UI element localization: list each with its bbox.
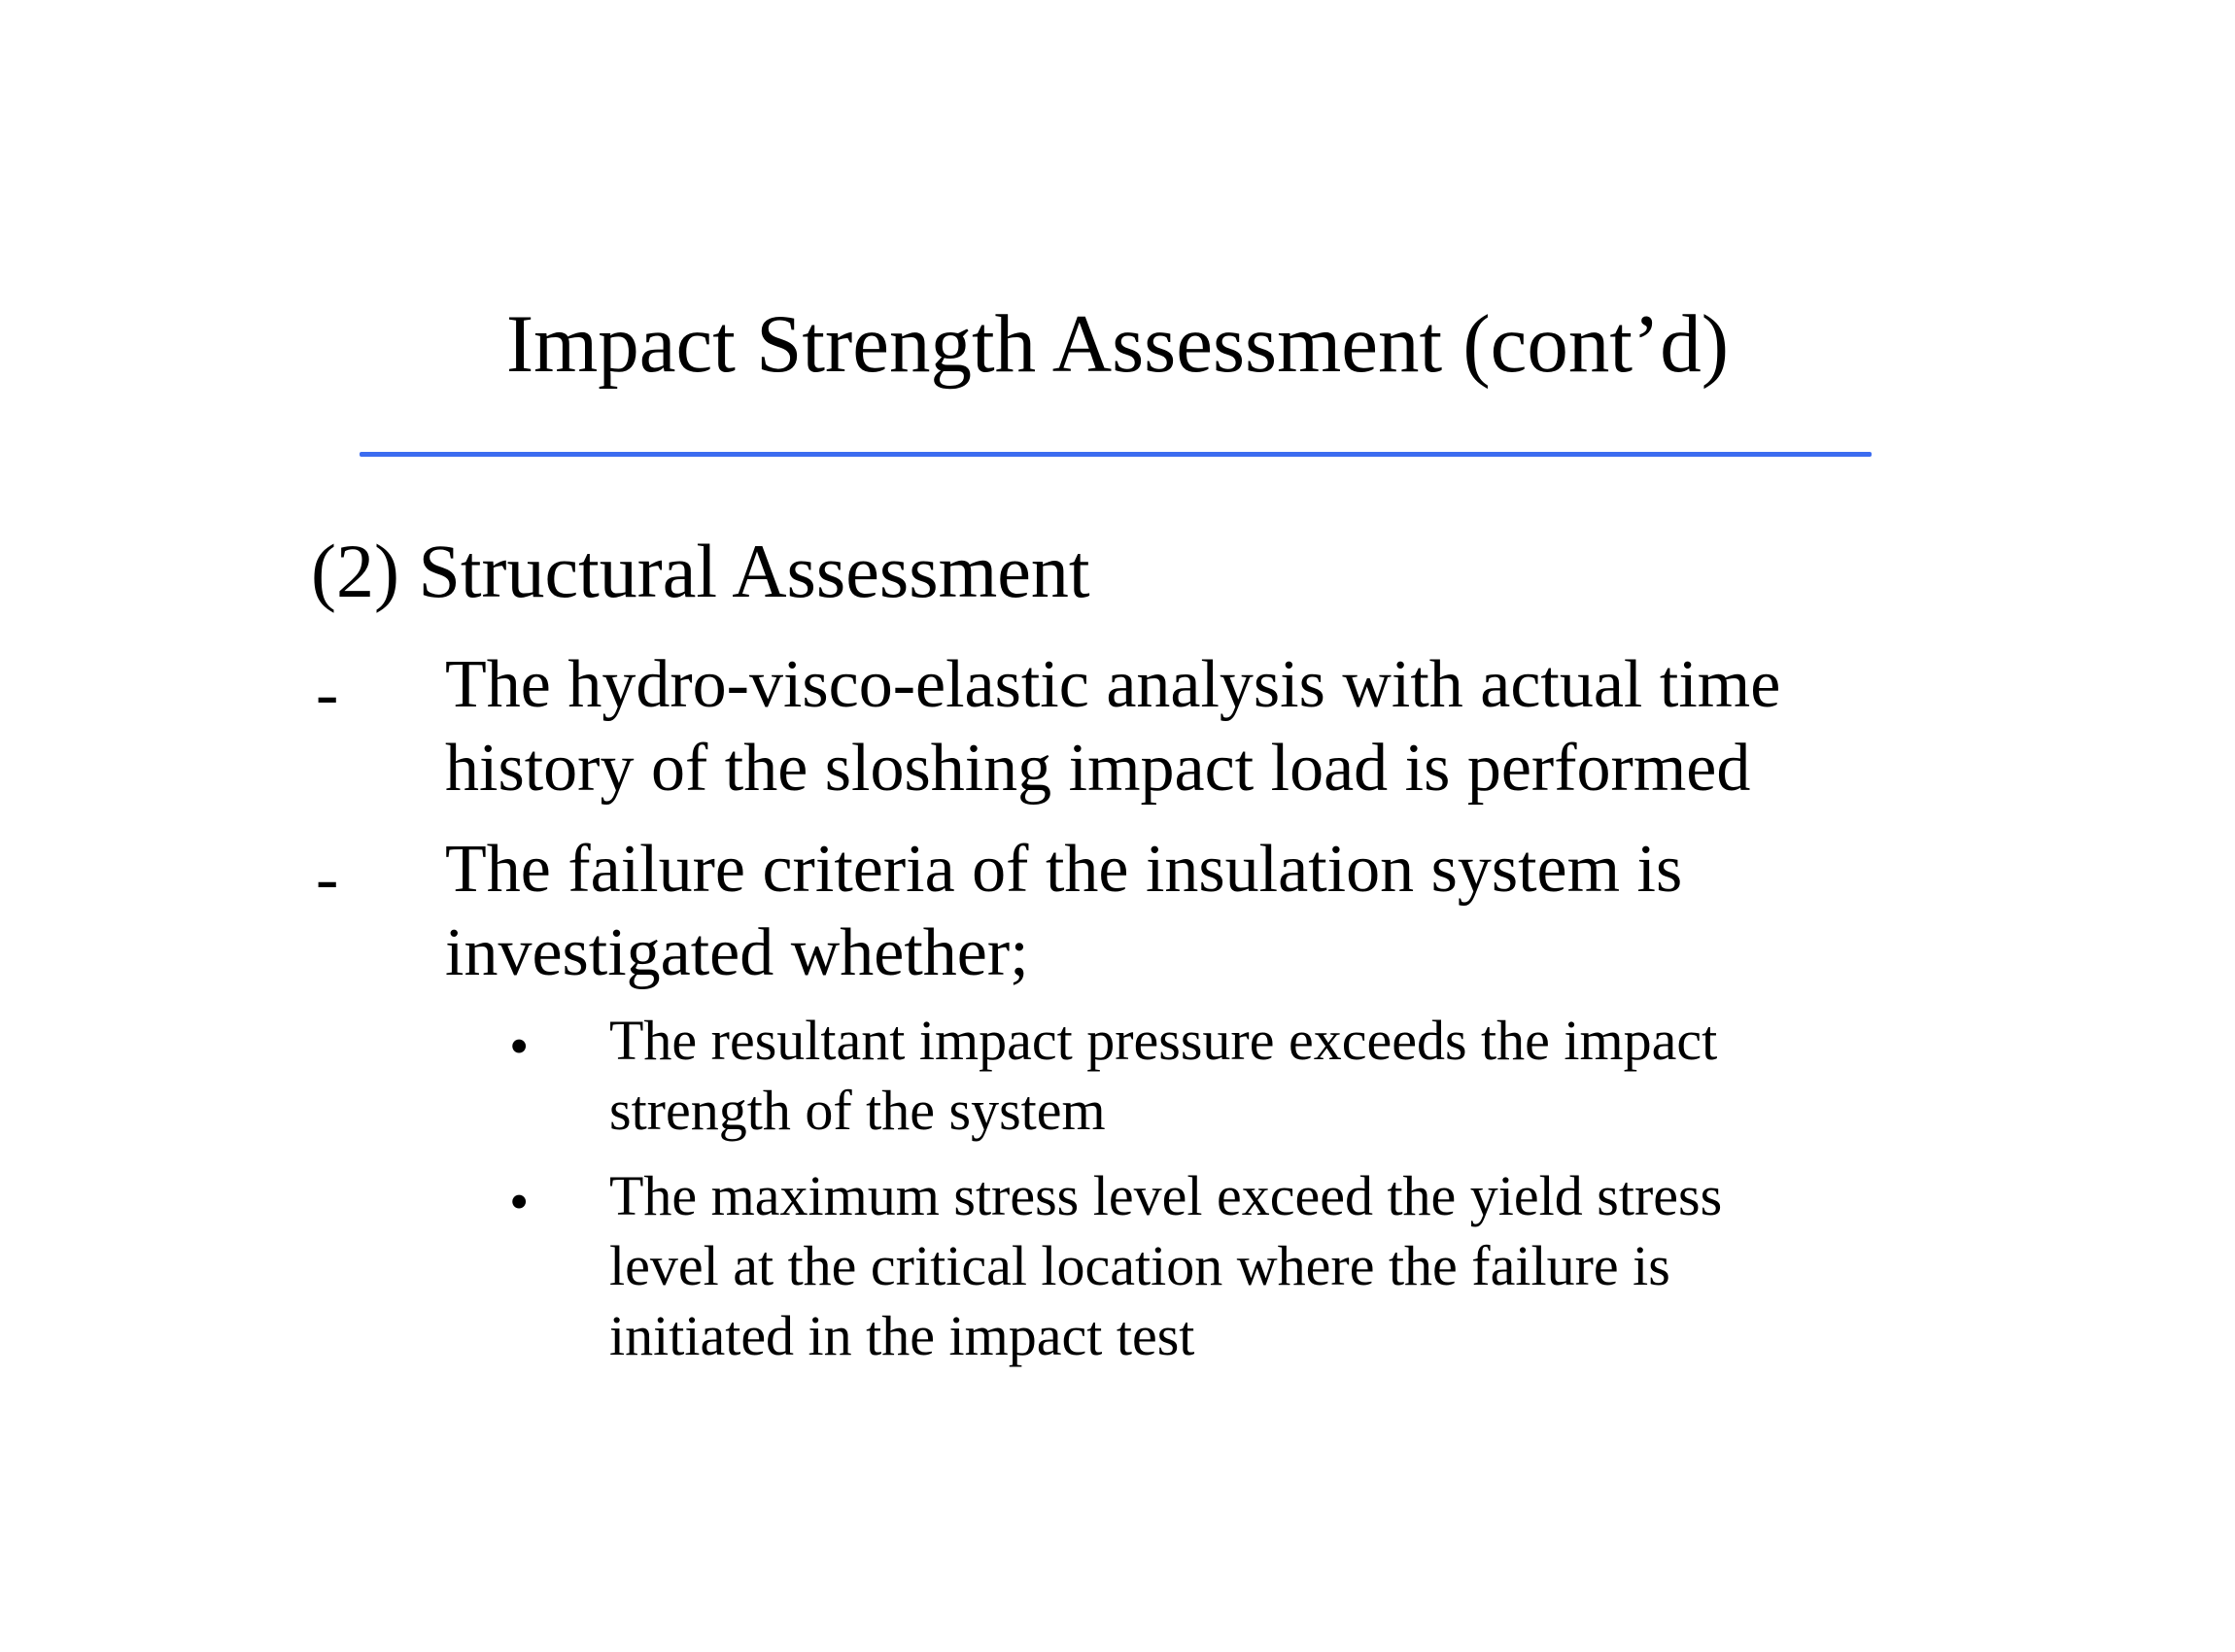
sublist-item-line: The maximum stress level exceed the yield stress <box>609 1164 1723 1227</box>
section-heading: (2) Structural Assessment <box>311 529 1090 613</box>
sublist-item-text <box>609 1161 1722 1371</box>
list-item-text <box>445 643 1780 810</box>
title-underline <box>360 452 1872 457</box>
list-item-line: The hydro-visco-elastic analysis with actual time <box>445 647 1781 722</box>
sublist-item-text <box>609 1006 1717 1146</box>
bullet-marker: • <box>509 1015 530 1078</box>
sublist-item-line: The resultant impact pressure exceeds the impact <box>609 1009 1718 1072</box>
list-item-line: history of the sloshing impact load is performed <box>445 731 1751 806</box>
bullet-marker: • <box>509 1170 530 1233</box>
slide-title: Impact Strength Assessment (cont’d) <box>505 298 1730 390</box>
dash-marker: - <box>316 842 339 916</box>
list-item-line: investigated whether; <box>445 915 1029 990</box>
sublist-item-line: strength of the system <box>609 1079 1106 1142</box>
sublist-item-line: level at the critical location where the failure is <box>609 1234 1670 1297</box>
list-item-text <box>445 828 1682 995</box>
dash-marker: - <box>316 657 339 732</box>
sublist-item-line: initiated in the impact test <box>609 1304 1195 1367</box>
list-item-line: The failure criteria of the insulation system is <box>445 832 1683 907</box>
